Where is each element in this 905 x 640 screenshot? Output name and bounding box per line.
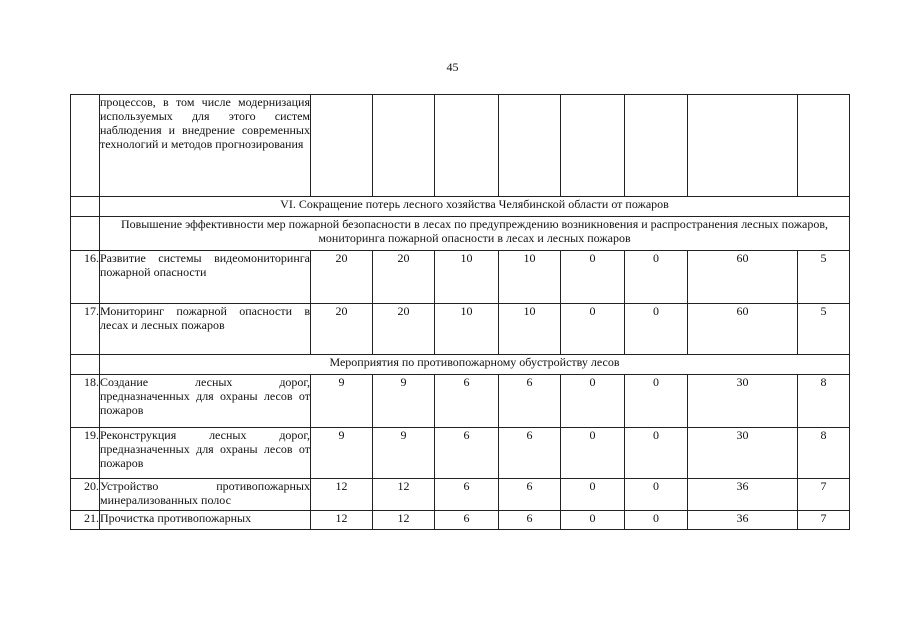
section-header-row	[71, 197, 850, 217]
row-name-cell: процессов, в том числе модернизация используемых для этого систем наблюдения и внедрение современных технологий и методов прогнозирования	[100, 95, 311, 197]
row-value: 8	[798, 428, 850, 479]
row-value: 9	[311, 428, 373, 479]
row-value: 60	[688, 304, 798, 355]
row-value: 6	[435, 511, 499, 530]
row-value: 0	[625, 479, 688, 511]
subsection-title-1: Повышение эффективности мер пожарной безопасности в лесах по предупреждению возникновения и распространения лесных пожаров, мониторинга пожарной опасности в лесах и лесных пожаров	[100, 217, 850, 251]
table-row	[71, 511, 850, 530]
row-value: 0	[625, 251, 688, 304]
row-value: 5	[798, 304, 850, 355]
row-value: 20	[311, 304, 373, 355]
row-value: 10	[435, 251, 499, 304]
row-value: 9	[373, 375, 435, 428]
measures-table	[70, 94, 850, 530]
row-value: 10	[435, 304, 499, 355]
row-value: 6	[499, 479, 561, 511]
row-value: 0	[561, 428, 625, 479]
row-value: 0	[625, 375, 688, 428]
section-title: VI. Сокращение потерь лесного хозяйства Челябинской области от пожаров	[100, 197, 850, 217]
row-name: Устройство противопожарных минерализованных полос	[100, 479, 311, 511]
row-value: 30	[688, 375, 798, 428]
row-value: 9	[373, 428, 435, 479]
row-value: 6	[435, 375, 499, 428]
row-value: 0	[561, 375, 625, 428]
row-value: 12	[373, 511, 435, 530]
table-row	[71, 304, 850, 355]
row-value: 6	[499, 428, 561, 479]
row-value: 9	[311, 375, 373, 428]
row-number: 16.	[71, 251, 100, 304]
row-number: 17.	[71, 304, 100, 355]
row-value: 20	[373, 304, 435, 355]
table-row	[71, 479, 850, 511]
row-value: 10	[499, 251, 561, 304]
row-value: 7	[798, 479, 850, 511]
row-value: 6	[499, 375, 561, 428]
row-value: 0	[625, 511, 688, 530]
row-value: 0	[561, 479, 625, 511]
row-number: 18.	[71, 375, 100, 428]
row-name: Прочистка противопожарных	[100, 511, 311, 530]
row-value: 8	[798, 375, 850, 428]
row-value: 36	[688, 479, 798, 511]
row-value: 20	[373, 251, 435, 304]
row-name: Реконструкция лесных дорог, предназначенных для охраны лесов от пожаров	[100, 428, 311, 479]
row-number: 19.	[71, 428, 100, 479]
row-name: Мониторинг пожарной опасности в лесах и лесных пожаров	[100, 304, 311, 355]
row-value: 12	[373, 479, 435, 511]
table-row	[71, 251, 850, 304]
subsection-header-row	[71, 355, 850, 375]
row-value: 12	[311, 511, 373, 530]
row-value: 0	[625, 428, 688, 479]
page-number: 45	[446, 60, 459, 74]
row-value: 6	[435, 479, 499, 511]
row-number: 21.	[71, 511, 100, 530]
row-number: 20.	[71, 479, 100, 511]
row-value: 12	[311, 479, 373, 511]
row-value: 6	[499, 511, 561, 530]
row-value: 36	[688, 511, 798, 530]
row-value: 10	[499, 304, 561, 355]
table-row-continuation	[71, 95, 850, 197]
row-value: 7	[798, 511, 850, 530]
row-value: 60	[688, 251, 798, 304]
row-value: 0	[561, 304, 625, 355]
row-value: 30	[688, 428, 798, 479]
row-value: 5	[798, 251, 850, 304]
row-value: 6	[435, 428, 499, 479]
row-number-cell	[71, 95, 100, 197]
subsection-header-row	[71, 217, 850, 251]
row-value: 0	[561, 511, 625, 530]
row-value: 0	[625, 304, 688, 355]
table-row	[71, 428, 850, 479]
row-value: 20	[311, 251, 373, 304]
table-row	[71, 375, 850, 428]
row-name: Создание лесных дорог, предназначенных для охраны лесов от пожаров	[100, 375, 311, 428]
row-value: 0	[561, 251, 625, 304]
subsection-title-2: Мероприятия по противопожарному обустройству лесов	[100, 355, 850, 375]
row-name: Развитие системы видеомониторинга пожарной опасности	[100, 251, 311, 304]
